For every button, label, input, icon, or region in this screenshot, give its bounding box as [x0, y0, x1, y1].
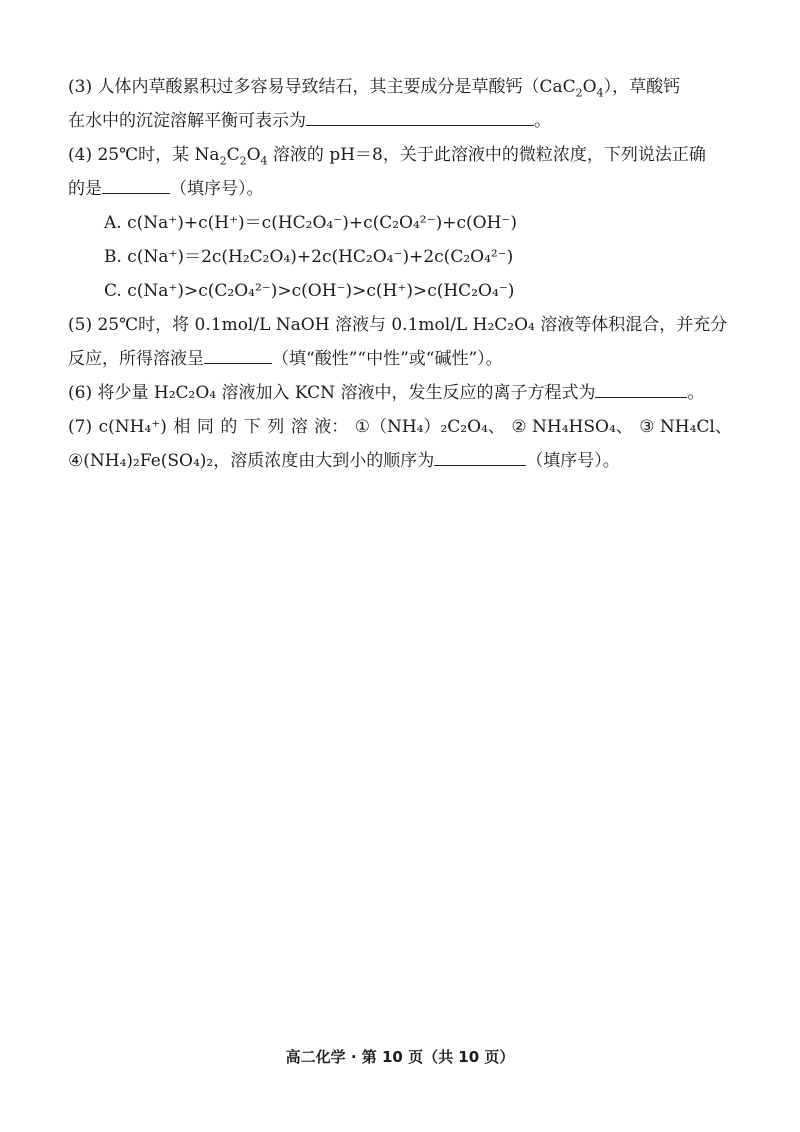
q6-line: (6) 将少量 H₂C₂O₄ 溶液加入 KCN 溶液中，发生反应的离子方程式为 。: [68, 383, 705, 403]
q4-line1: (4) 25℃时，某 $Na_2C_2O_4$ 溶液的 pH＝8，关于此溶液中的微粒浓度，下列说法正确: [68, 145, 706, 168]
q4-answer-blank[interactable]: [102, 177, 170, 194]
q3-line2: 在水中的沉淀溶解平衡可表示为 。: [68, 111, 551, 131]
q5-line2: 反应，所得溶液呈 （填“酸性”“中性”或“碱性”）。: [68, 349, 503, 369]
q7-line2: ④(NH₄)₂Fe(SO₄)₂，溶质浓度由大到小的顺序为 （填序号）。: [68, 451, 620, 471]
q3-text: (3) 人体内草酸累积过多容易导致结石，其主要成分是草酸钙（CaC: [68, 77, 576, 97]
q4-line2: 的是 （填序号）。: [68, 179, 264, 199]
q3-line1: (3) 人体内草酸累积过多容易导致结石，其主要成分是草酸钙$(CaC_2O_4)$，草酸钙: [68, 77, 681, 100]
page-footer: 高二化学 · 第 10 页（共 10 页）: [285, 1048, 515, 1066]
q3-answer-blank[interactable]: [306, 109, 534, 126]
q5-answer-blank[interactable]: [204, 347, 272, 364]
question-content: [68, 70, 732, 478]
q4-option-c: C. c(Na⁺)>c(C₂O₄²⁻)>c(OH⁻)>c(H⁺)>c(HC₂O₄⁻): [104, 281, 515, 301]
q4-option-a: A. c(Na⁺)+c(H⁺)＝c(HC₂O₄⁻)+c(C₂O₄²⁻)+c(OH⁻): [104, 213, 517, 233]
q5-line1: (5) 25℃时，将 0.1mol/L NaOH 溶液与 0.1mol/L H₂C₂O₄ 溶液等体积混合，并充分: [68, 315, 728, 335]
q7-line1: (7) c(NH₄⁺) 相 同 的 下 列 溶 液： ①（NH₄）₂C₂O₄、 ② NH₄HSO₄、 ③ NH₄Cl、: [68, 417, 732, 437]
q7-answer-blank[interactable]: [434, 449, 526, 466]
q4-text: (4) 25℃时，某 Na: [68, 145, 220, 165]
q4-option-b: B. c(Na⁺)＝2c(H₂C₂O₄)+2c(HC₂O₄⁻)+2c(C₂O₄²⁻): [104, 247, 514, 267]
q6-answer-blank[interactable]: [595, 381, 687, 398]
